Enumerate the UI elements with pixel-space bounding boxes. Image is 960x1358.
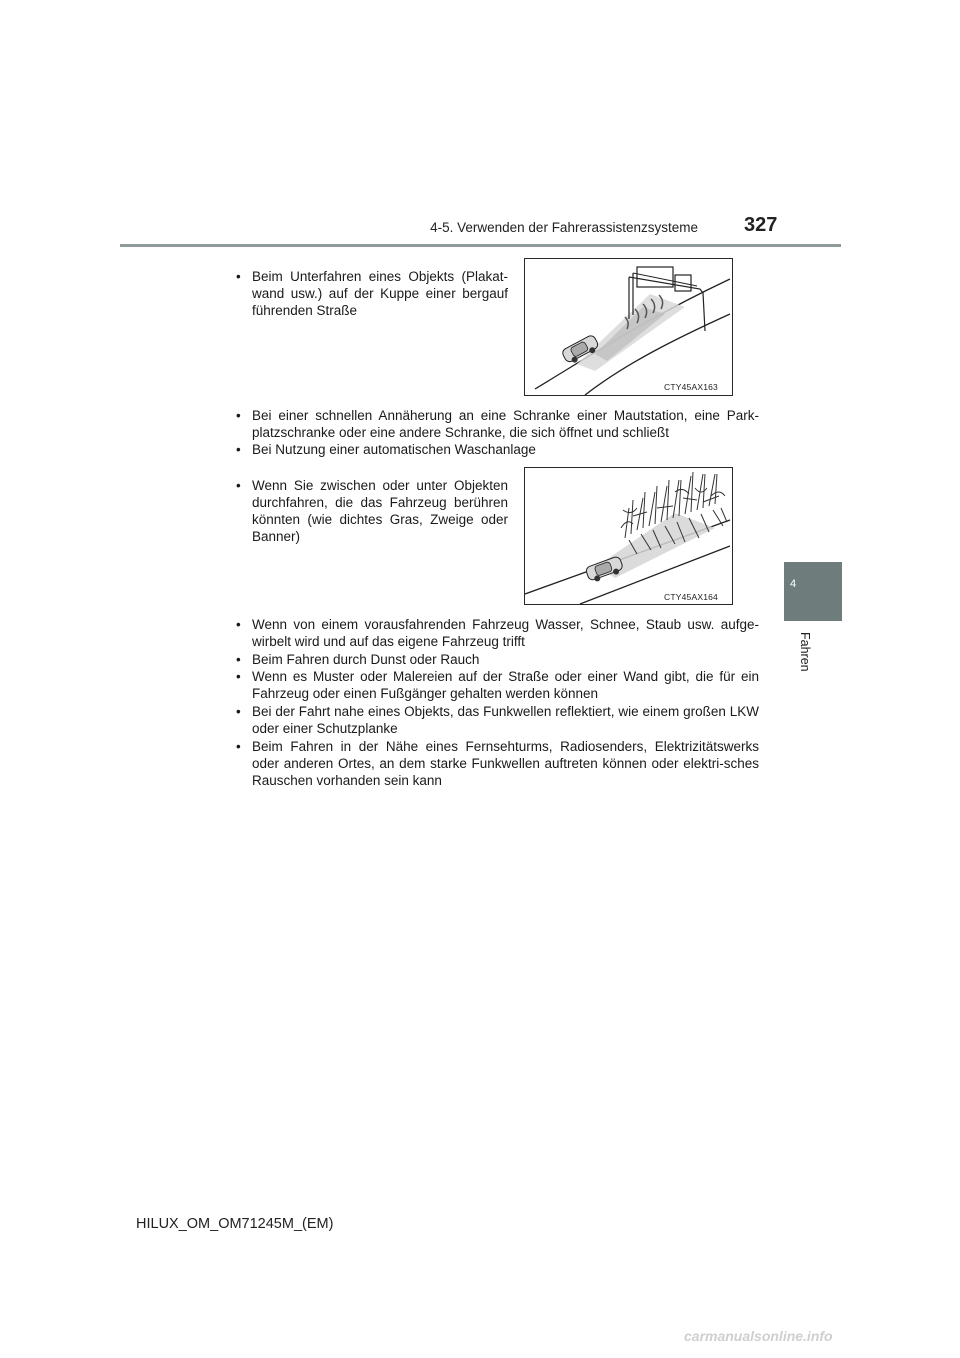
figure-code: CTY45AX163	[664, 382, 718, 392]
header-section-title: 4-5. Verwenden der Fahrerassistenzsysteme	[430, 220, 698, 235]
list-item: • Beim Fahren durch Dunst oder Rauch	[236, 651, 759, 668]
header-divider	[120, 244, 841, 247]
figure-grass	[524, 467, 733, 605]
chapter-label: Fahren	[798, 632, 812, 672]
watermark: carmanualsonline.info	[684, 1328, 833, 1344]
chapter-tab	[784, 562, 842, 621]
car-under-billboard-uphill-illustration	[525, 259, 732, 395]
figure-code: CTY45AX164	[664, 592, 718, 602]
chapter-tab-number: 4	[790, 578, 797, 590]
car-through-grass-branches-illustration	[525, 468, 732, 604]
list-item: • Bei Nutzung einer automatischen Waschanlage	[236, 441, 759, 458]
list-item: • Bei der Fahrt nahe eines Objekts, das Funkwellen reflektiert, wie einem großen LKW oder einer Schutzplanke	[236, 703, 759, 737]
list-item: • Bei einer schnellen Annäherung an eine Schranke einer Mautstation, eine Park-platzschranke oder eine andere Schranke, die sich öffnet und schließt	[236, 407, 759, 441]
list-item: • Wenn Sie zwischen oder unter Objekten durchfahren, die das Fahrzeug berühren könnten (wie dichtes Gras, Zweige oder Banner)	[236, 477, 508, 545]
figure-billboard	[524, 258, 733, 396]
list-item: • Wenn es Muster oder Malereien auf der Straße oder einer Wand gibt, die für ein Fahrzeug oder einen Fußgänger gehalten werden können	[236, 668, 759, 702]
list-item: • Beim Fahren in der Nähe eines Fernsehturms, Radiosenders, Elektrizitätswerks oder anderen Ortes, an dem starke Funkwellen auftreten können oder elektri-sches Rauschen vorhanden sein kann	[236, 738, 759, 789]
document-footer-code: HILUX_OM_OM71245M_(EM)	[136, 1216, 334, 1232]
list-item: • Beim Unterfahren eines Objekts (Plakat-wand usw.) auf der Kuppe einer bergauf führenden Straße	[236, 268, 508, 319]
page-number: 327	[744, 214, 778, 236]
list-item: • Wenn von einem vorausfahrenden Fahrzeug Wasser, Schnee, Staub usw. aufge-wirbelt wird und auf das eigene Fahrzeug trifft	[236, 616, 759, 650]
